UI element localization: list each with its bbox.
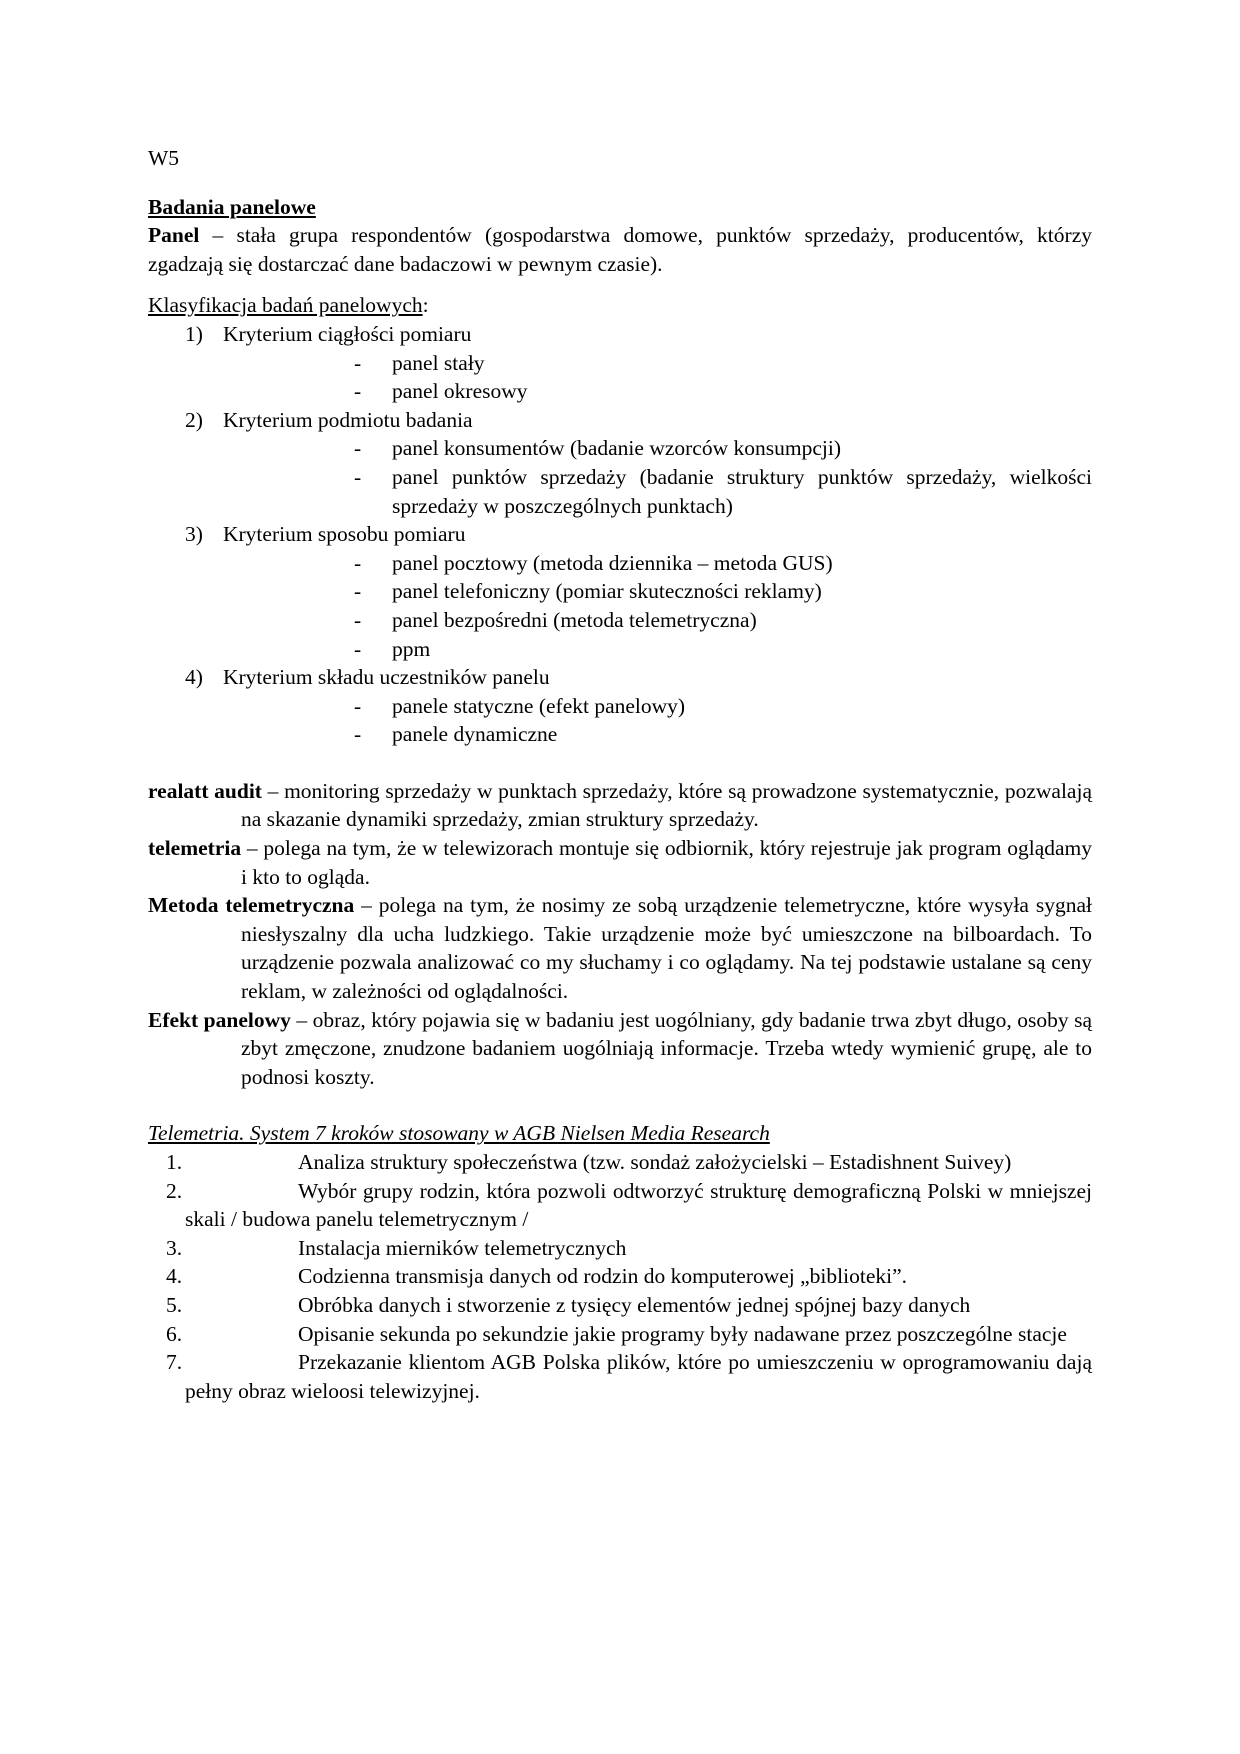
- dash-marker: -: [354, 579, 362, 604]
- step-text: Przekazanie klientom AGB Polska plików, które po umieszczeniu w oprogramowaniu dają pełny obraz wieloosi telewizyjnej.: [185, 1350, 1092, 1403]
- step-number: 4.: [166, 1264, 183, 1289]
- criterion-item: [148, 406, 1092, 435]
- telemetry-heading: Telemetria. System 7 kroków stosowany w AGB Nielsen Media Research: [148, 1121, 770, 1146]
- step-number: 5.: [166, 1292, 183, 1317]
- step-number: 6.: [166, 1321, 183, 1346]
- definition-term: realatt audit: [148, 778, 262, 803]
- dash-marker: -: [354, 636, 362, 661]
- classification-heading-text: Klasyfikacja badań panelowych: [148, 293, 423, 318]
- sub-item: - panel konsumentów (badanie wzorców konsumpcji): [148, 434, 1092, 463]
- step-item: [148, 1177, 1092, 1234]
- step-item: [148, 1348, 1092, 1405]
- definition-term: telemetria: [148, 836, 242, 861]
- step-item: [148, 1262, 1092, 1291]
- step-text: Wybór grupy rodzin, która pozwoli odtworzyć strukturę demograficzną Polski w mniejszej skali / budowa panelu telemetrycznym /: [185, 1178, 1092, 1232]
- dash-marker: -: [354, 379, 362, 404]
- step-text: Opisanie sekunda po sekundzie jakie programy były nadawane przez poszczególne stacje: [298, 1321, 1067, 1346]
- criterion-number: 2): [185, 407, 203, 432]
- definition-telemetria: telemetria – polega na tym, że w telewizorach montuje się odbiornik, który rejestruje jak program oglądamy i kto to ogląda.: [148, 836, 1092, 889]
- panel-term: Panel: [148, 223, 200, 248]
- dash-marker: -: [354, 693, 362, 718]
- step-number: 2.: [166, 1178, 183, 1203]
- step-text: Codzienna transmisja danych od rodzin do komputerowej „biblioteki”.: [298, 1264, 908, 1289]
- sub-item: - panel punktów sprzedaży (badanie struktury punktów sprzedaży, wielkości sprzedaży w poszczególnych punktach): [354, 464, 1092, 518]
- sub-item: - panel telefoniczny (pomiar skuteczności reklamy): [148, 577, 1092, 606]
- step-number: 7.: [166, 1350, 183, 1375]
- criterion-number: 3): [185, 522, 203, 547]
- definition-term: Efekt panelowy: [148, 1007, 291, 1032]
- step-item: [148, 1320, 1092, 1349]
- classification-heading: Klasyfikacja badań panelowych:: [148, 293, 429, 318]
- dash-marker: -: [354, 722, 362, 747]
- criterion-number: 1): [185, 321, 203, 346]
- step-number: 1.: [166, 1150, 183, 1174]
- step-number: 3.: [166, 1235, 183, 1260]
- definition-efekt-panelowy: Efekt panelowy – obraz, który pojawia się w badaniu jest uogólniany, gdy badanie trwa zbyt długo, osoby są zbyt zmęczone, znudzone badaniem uogólniają informacje. Trzeba wtedy wymienić grupę, ale to podnosi koszty.: [148, 1007, 1092, 1089]
- sub-item: - ppm: [148, 635, 1092, 664]
- definition-realatt-audit: realatt audit – monitoring sprzedaży w punktach sprzedaży, które są prowadzone systematycznie, pozwalają na skazanie dynamiki sprzedaży, zmian struktury sprzedaży.: [148, 778, 1092, 832]
- dash-marker: -: [354, 550, 362, 575]
- sub-item: - panele statyczne (efekt panelowy): [148, 692, 1092, 721]
- criterion-label: Kryterium składu uczestników panelu: [223, 665, 550, 690]
- dash-marker: -: [354, 464, 362, 489]
- dash-marker: -: [354, 436, 362, 461]
- dash-marker: -: [354, 607, 362, 632]
- document-page: [148, 144, 1092, 1405]
- sub-item: - panel pocztowy (metoda dziennika – metoda GUS): [148, 549, 1092, 578]
- step-item: [148, 1148, 1092, 1177]
- step-text: Analiza struktury społeczeństwa (tzw. sondaż założycielski – Estadishnent Suivey): [298, 1150, 1012, 1174]
- sub-item: - panel okresowy: [148, 377, 1092, 406]
- panel-definition-text: – stała grupa respondentów (gospodarstwa domowe, punktów sprzedaży, producentów, którzy zgadzają się dostarczać dane badaczowi w pewnym czasie).: [148, 223, 1092, 276]
- criterion-item: [148, 663, 1092, 692]
- lecture-code: W5: [148, 146, 180, 170]
- criterion-label: Kryterium ciągłości pomiaru: [223, 321, 472, 346]
- step-text: Instalacja mierników telemetrycznych: [298, 1235, 627, 1260]
- criterion-item: [148, 520, 1092, 549]
- criterion-label: Kryterium sposobu pomiaru: [223, 522, 466, 547]
- panel-definition: [148, 221, 1092, 278]
- dash-marker: -: [354, 350, 362, 375]
- definition-metoda-telemetryczna: Metoda telemetryczna – polega na tym, że nosimy ze sobą urządzenie telemetryczne, które wysyła sygnał niesłyszalny dla ucha ludzkiego. Takie urządzenie może być umieszczone na bilboardach. To urządzenie pozwala analizować co my słuchamy i co oglądamy. Na tej podstawie ustalane są ceny reklam, w zależności od oglądalności.: [148, 893, 1092, 1004]
- criterion-label: Kryterium podmiotu badania: [223, 407, 473, 432]
- sub-item: - panele dynamiczne: [148, 720, 1092, 749]
- step-item: [148, 1234, 1092, 1263]
- step-item: [148, 1291, 1092, 1320]
- criterion-number: 4): [185, 665, 203, 690]
- sub-item: - panel bezpośredni (metoda telemetryczna): [148, 606, 1092, 635]
- sub-item: - panel stały: [148, 349, 1092, 378]
- step-text: Obróbka danych i stworzenie z tysięcy elementów jednej spójnej bazy danych: [298, 1292, 971, 1317]
- section-title: Badania panelowe: [148, 194, 316, 219]
- definition-term: Metoda telemetryczna: [148, 893, 355, 918]
- criterion-item: [148, 320, 1092, 349]
